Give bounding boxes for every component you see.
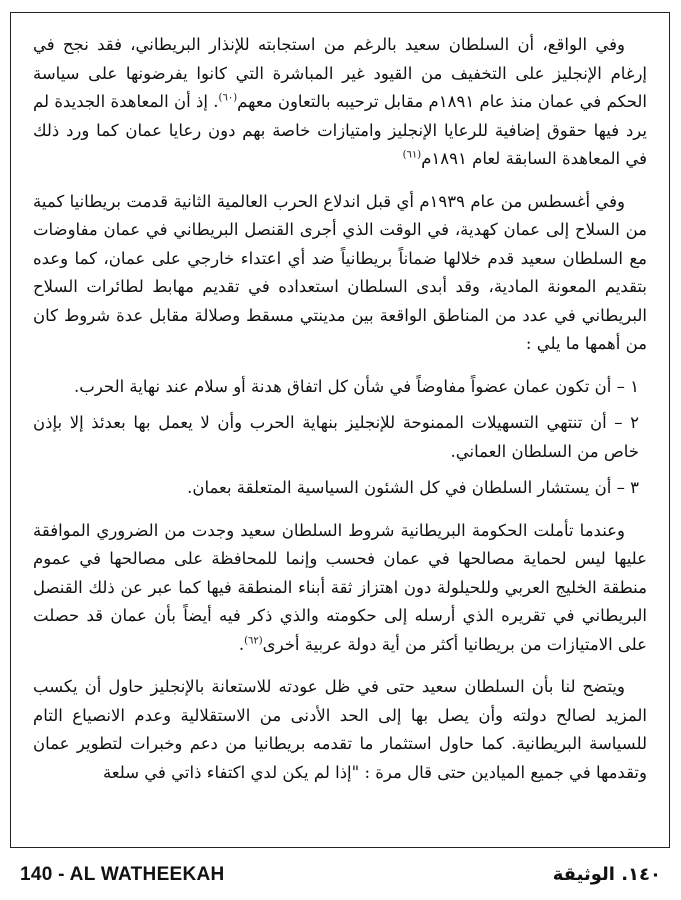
paragraph-1-text: وفي الواقع، أن السلطان سعيد بالرغم من استجابته للإنذار البريطاني، فقد نجح في إرغام الإنجليز على التخفيف من القيود غير المباشرة التي كانوا يفرضونها على سياسة الحكم في عمان منذ عام ١٨٩١م مقابل ترحيبه بالتعاون معهم xyxy=(33,35,647,111)
page-footer xyxy=(10,862,671,890)
footer-page-number-arabic: ١٤٠. الوثيقة xyxy=(552,864,661,885)
paragraph-4 xyxy=(33,673,647,787)
paragraph-1-text-cont: . إذ أن المعاهدة الجديدة لم يرد فيها حقوق إضافية للرعايا الإنجليز وامتيازات خاصة بهم دون رعايا عمان كما ورد ذلك في المعاهدة السابقة لعام ١٨٩١م xyxy=(33,92,647,168)
list-item: ٣ – أن يستشار السلطان في كل الشئون السياسية المتعلقة بعمان. xyxy=(187,478,639,497)
footer-page-number-latin: 140 - AL WATHEEKAH xyxy=(20,864,225,885)
footnote-ref-62: (٦٢) xyxy=(244,635,263,646)
paragraph-1 xyxy=(33,31,647,174)
footnote-ref-60: (٦٠) xyxy=(218,92,238,104)
paragraph-3-text: وعندما تأملت الحكومة البريطانية شروط السلطان سعيد وجدت من الضروري الموافقة عليها ليس لحماية مصالحها في عمان فحسب وإنما للمحافظة على مصالحها في عموم منطقة الخليج العربي وللحيلولة دون اهتزاز ثقة أبناء المنطقة فيها كما عبر عن ذلك القنصل البريطاني في تقريره الذي أرسله إلى حكومته والذي ذكر فيه أيضاً بأن عمان قد حصلت على الامتيازات من بريطانيا أكثر من أية دولة عربية أخرى xyxy=(33,520,647,654)
page-frame xyxy=(10,12,670,848)
list-item: ١ – أن تكون عمان عضواً مفاوضاً في شأن كل اتفاق هدنة أو سلام عند نهاية الحرب. xyxy=(74,376,639,396)
paragraph-3 xyxy=(33,517,647,660)
footnote-ref-61: (٦١) xyxy=(402,149,422,161)
article-body xyxy=(33,31,647,835)
paragraph-2-text: وفي أغسطس من عام ١٩٣٩م أي قبل اندلاع الحرب العالمية الثانية قدمت بريطانيا كمية من السلاح إلى عمان كهدية، في الوقت الذي أجرى القنصل البريطاني في عمان مفاوضات مع السلطان سعيد قدم خلالها ضماناً بريطانياً ضد أي اعتداء خارجي على عمان، كما وعده بتقديم المعونة المادية، وقد أبدى السلطان استعداده في تقديم مهابط لطائرات السلاح البريطاني في عدد من المناطق الواقعة بين مدينتي مسقط وصلالة مقابل عدة شروط كان من أهمها ما يلي : xyxy=(33,191,647,353)
paragraph-4-text: ويتضح لنا بأن السلطان سعيد حتى في ظل عودته للاستعانة بالإنجليز حاول أن يكسب المزيد لصالح دولته وأن يصل بها إلى الحد الأدنى من الاستقلالية وعدم الانصياع التام للسياسة البريطانية. كما حاول استثمار ما تقدمه بريطانيا من دعم وخبرات لتطوير عمان وتقدمها في جميع الميادين حتى قال مرة : "إذا لم يكن لدي اكتفاء ذاتي في سلعة xyxy=(33,677,647,782)
list-item: ٢ – أن تنتهي التسهيلات الممنوحة للإنجليز بنهاية الحرب وأن لا يعمل بها بعدئذ إلا بإذن خاص من السلطان العماني. xyxy=(33,413,639,461)
paragraph-2 xyxy=(33,188,647,359)
paragraph-3-text-cont: . xyxy=(238,634,245,654)
